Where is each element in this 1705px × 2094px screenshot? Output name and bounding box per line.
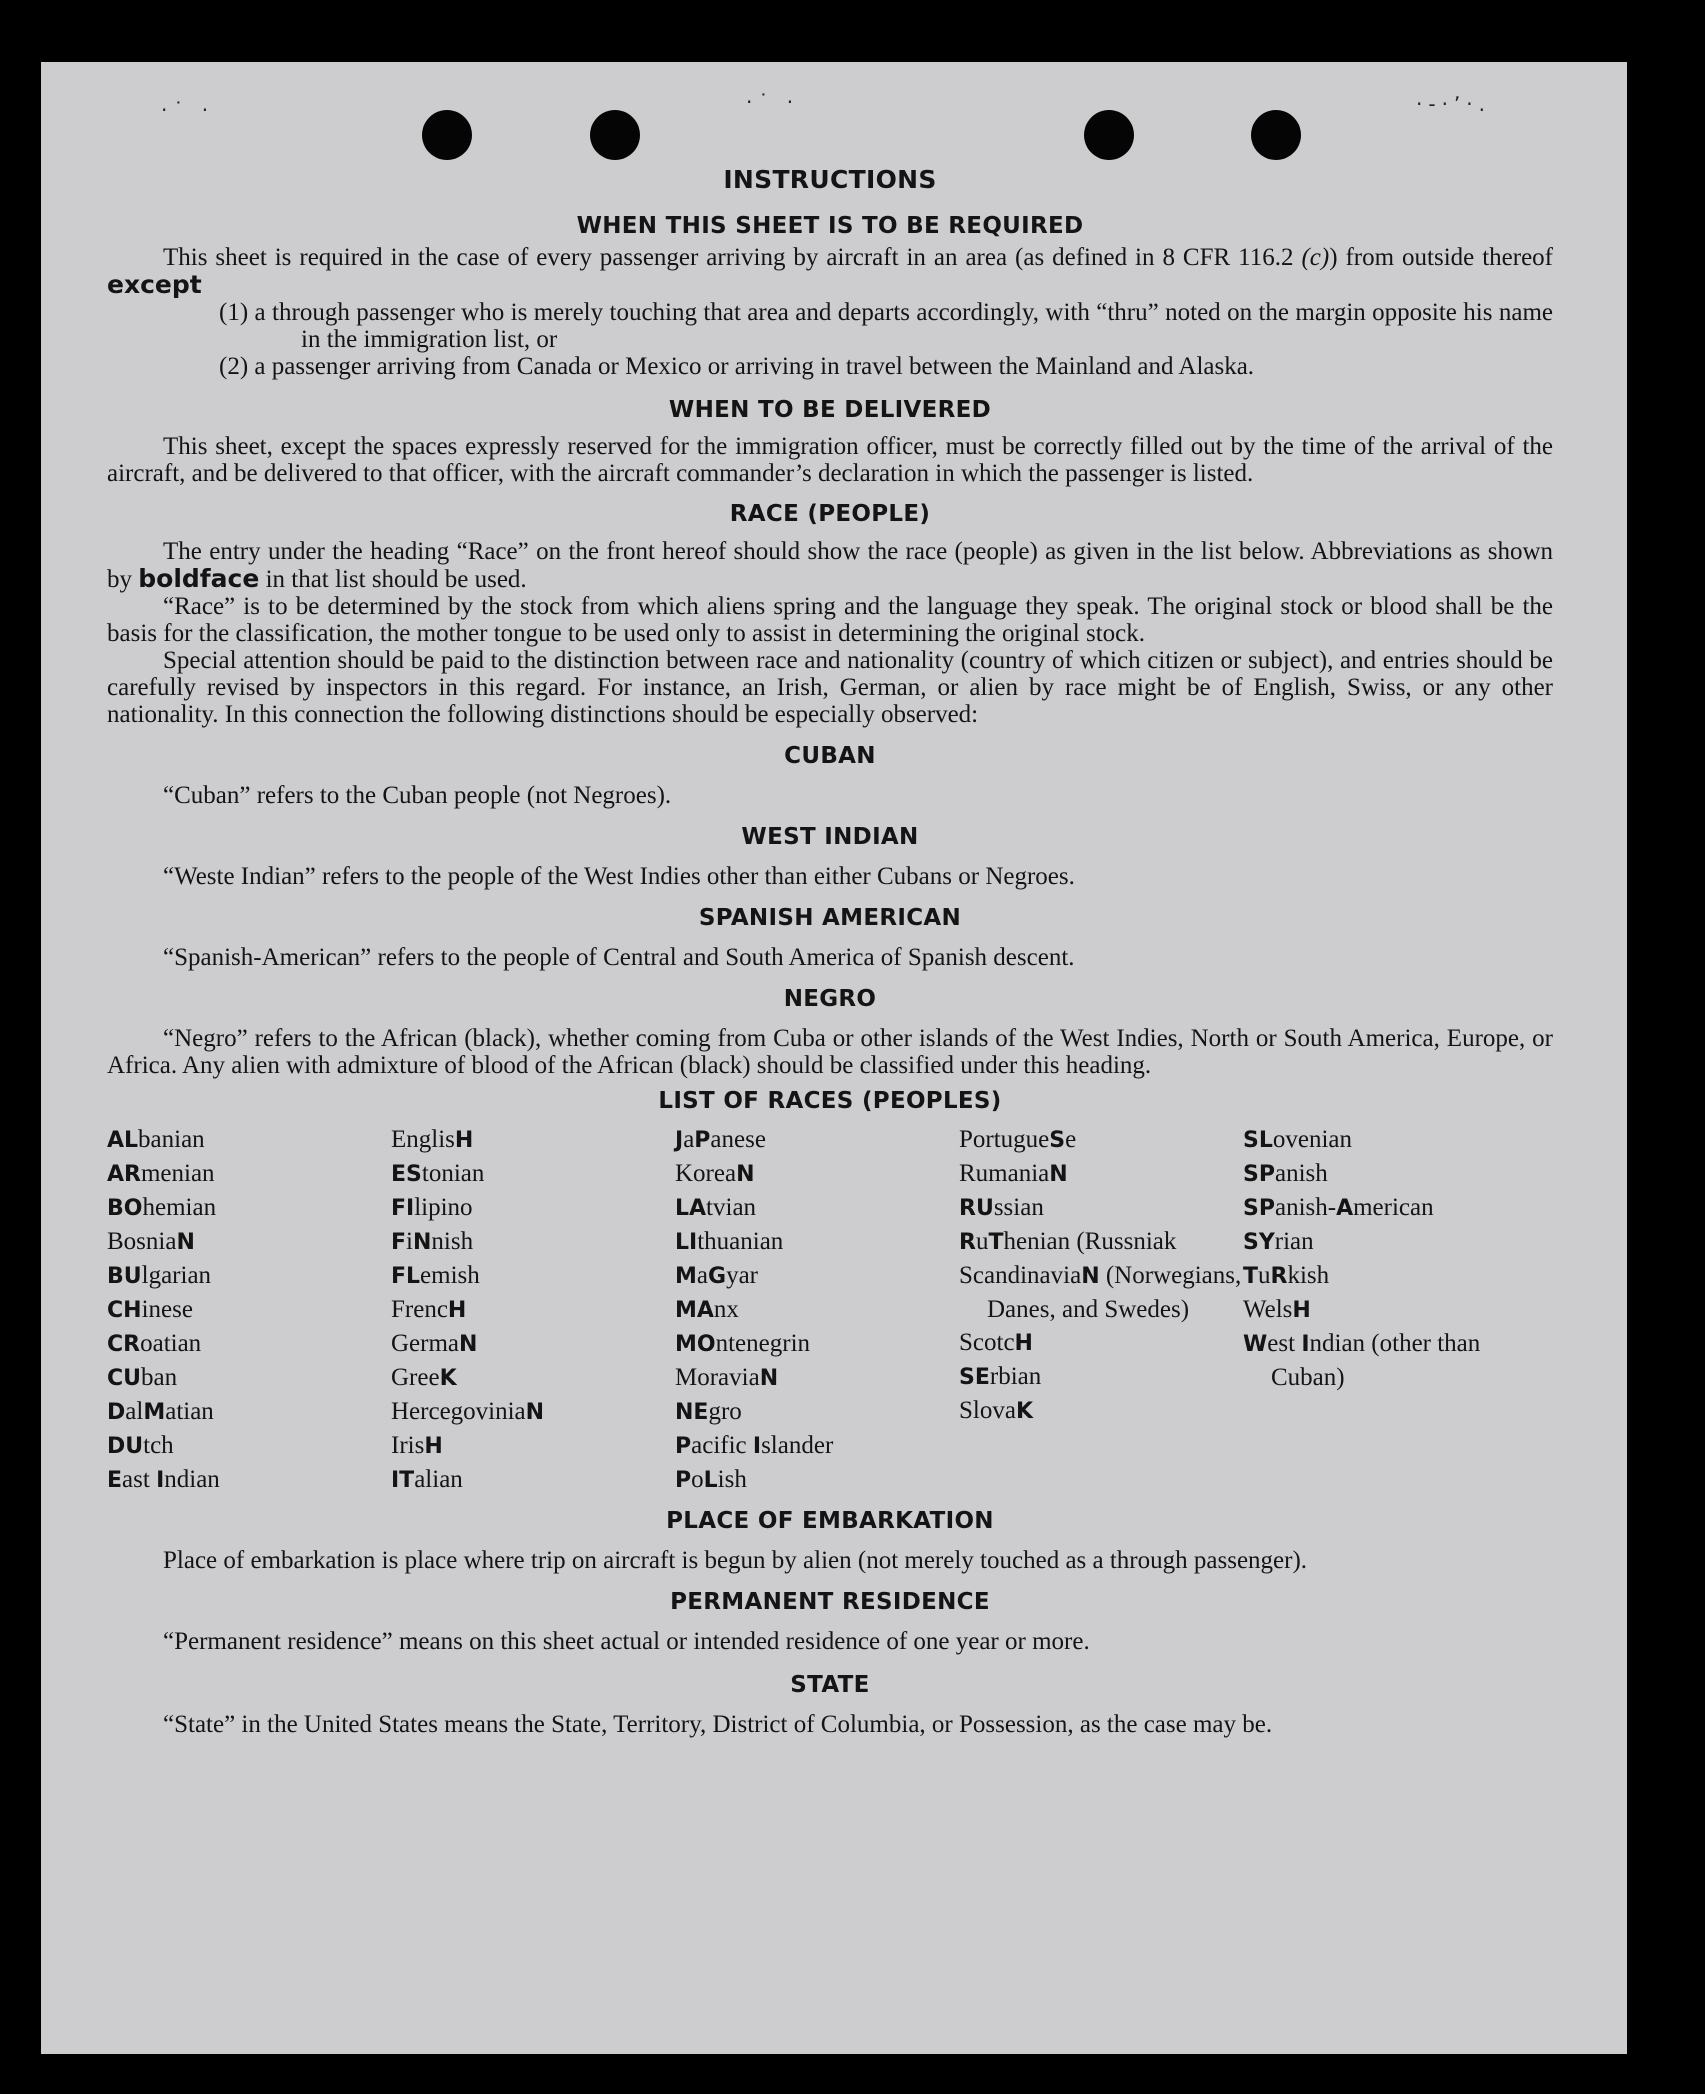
scan-specks: ·˙ · xyxy=(746,90,800,114)
races-column xyxy=(675,1123,959,1497)
race-entry: SlovaK xyxy=(959,1397,1034,1424)
race-entry: RUssian xyxy=(959,1194,1044,1221)
race-entry: BosniaN xyxy=(107,1228,195,1255)
race-entry: Pacific Islander xyxy=(675,1432,834,1459)
race-entry: ScandinaviaN (Norwegians, Danes, and Swedes) xyxy=(959,1262,1242,1323)
race-entry: BOhemian xyxy=(107,1194,217,1221)
text-run: This sheet is required in the case of every passenger arriving by aircraft in an area (as defined in 8 CFR 116.2 xyxy=(163,244,1302,271)
races-table xyxy=(107,1123,1553,1497)
instructions-content xyxy=(107,166,1553,1738)
races-column xyxy=(391,1123,675,1497)
spanish-american-text: “Spanish-American” refers to the people of Central and South America of Spanish descent. xyxy=(163,944,1075,971)
state-text: “State” in the United States means the State, Territory, District of Columbia, or Possession, as the case may be. xyxy=(163,1711,1273,1738)
scan-specks: ·˙ · xyxy=(161,98,215,122)
document-sheet xyxy=(41,62,1627,2054)
page-title: INSTRUCTIONS xyxy=(723,165,937,194)
punch-hole xyxy=(1251,110,1301,160)
permanent-residence-text: “Permanent residence” means on this sheet actual or intended residence of one year or more. xyxy=(163,1628,1090,1655)
section-heading-state: STATE xyxy=(790,1672,870,1698)
section-heading-cuban: CUBAN xyxy=(784,743,876,769)
section-heading-west-indian: WEST INDIAN xyxy=(741,824,919,850)
race-paragraph-3: Special attention should be paid to the distinction between race and nationality (country of which citizen or subject), and entries should be carefully revised by inspectors in this regard. For instance, an Irish, German, or alien by race might be of English, Swiss, or any other nationality. In this connection the following distinctions should be especially observed: xyxy=(107,647,1553,728)
section-heading-when-delivered: WHEN TO BE DELIVERED xyxy=(668,397,992,423)
race-entry: HercegoviniaN xyxy=(391,1398,545,1425)
races-column xyxy=(1243,1123,1527,1497)
race-entry: GermaN xyxy=(391,1330,478,1357)
when-delivered-text: This sheet, except the spaces expressly reserved for the immigration officer, must be correctly filled out by the time of the arrival of the aircraft, and be delivered to that officer, with the aircraft commander’s declaration in which the passenger is listed. xyxy=(107,433,1553,487)
text-run: in that list should be used. xyxy=(259,566,527,593)
section-heading-race: RACE (PEOPLE) xyxy=(729,501,931,527)
cuban-text: “Cuban” refers to the Cuban people (not Negroes). xyxy=(163,782,672,809)
race-entry: GreeK xyxy=(391,1364,457,1391)
race-entry: EStonian xyxy=(391,1160,485,1187)
race-entry: RumaniaN xyxy=(959,1160,1068,1187)
section-heading-embarkation: PLACE OF EMBARKATION xyxy=(666,1508,994,1534)
scan-specks: ·-·ʼ·. xyxy=(1416,92,1492,116)
when-required-item-1: (1) a through passenger who is merely touching that area and departs accordingly, with “thru” noted on the margin opposite his name in the immigration list, or xyxy=(219,299,1553,353)
race-entry: MOntenegrin xyxy=(675,1330,811,1357)
text-run: ) from outside thereof xyxy=(1329,244,1553,271)
race-entry: PoLish xyxy=(675,1466,747,1493)
section-heading-list-of-races: LIST OF RACES (PEOPLES) xyxy=(658,1088,1002,1114)
races-column xyxy=(959,1123,1243,1497)
west-indian-text: “Weste Indian” refers to the people of the West Indies other than either Cubans or Negroes. xyxy=(163,863,1075,890)
race-entry: FLemish xyxy=(391,1262,480,1289)
race-entry: SPanish xyxy=(1243,1160,1328,1187)
race-entry: East Indian xyxy=(107,1466,220,1493)
section-heading-when-required: WHEN THIS SHEET IS TO BE REQUIRED xyxy=(576,213,1084,239)
race-entry: SLovenian xyxy=(1243,1126,1353,1153)
when-required-item-2: (2) a passenger arriving from Canada or Mexico or arriving in travel between the Mainland and Alaska. xyxy=(219,353,1255,380)
race-entry: EnglisH xyxy=(391,1126,474,1153)
punch-hole xyxy=(1084,110,1134,160)
punch-hole xyxy=(590,110,640,160)
race-entry: LAtvian xyxy=(675,1194,757,1221)
race-entry: WelsH xyxy=(1243,1296,1311,1323)
race-entry: MAnx xyxy=(675,1296,739,1323)
race-entry: TuRkish xyxy=(1243,1262,1330,1289)
race-entry: FIlipino xyxy=(391,1194,473,1221)
race-entry: PortugueSe xyxy=(959,1126,1077,1153)
race-entry: SPanish-American xyxy=(1243,1194,1434,1221)
race-entry: NEgro xyxy=(675,1398,742,1425)
race-entry: ALbanian xyxy=(107,1126,205,1153)
race-entry: West Indian (other than Cuban) xyxy=(1243,1330,1481,1391)
race-entry: MoraviaN xyxy=(675,1364,779,1391)
race-entry: CUban xyxy=(107,1364,178,1391)
race-entry: CRoatian xyxy=(107,1330,202,1357)
race-entry: SYrian xyxy=(1243,1228,1314,1255)
race-entry: KoreaN xyxy=(675,1160,755,1187)
race-entry: FrencH xyxy=(391,1296,467,1323)
races-column xyxy=(107,1123,391,1497)
race-entry: ScotcH xyxy=(959,1329,1033,1356)
race-entry: DUtch xyxy=(107,1432,174,1459)
embarkation-text: Place of embarkation is place where trip on aircraft is begun by alien (not merely touched as a through passenger). xyxy=(163,1547,1308,1574)
when-required-intro xyxy=(107,244,1553,299)
race-entry: BUlgarian xyxy=(107,1262,212,1289)
text-run-bold: boldface xyxy=(138,564,260,593)
race-entry: MaGyar xyxy=(675,1262,758,1289)
section-heading-permanent-residence: PERMANENT RESIDENCE xyxy=(670,1589,990,1615)
race-paragraph-2: “Race” is to be determined by the stock from which aliens spring and the language they speak. The original stock or blood shall be the basis for the classification, the mother tongue to be used only to assist in determining the original stock. xyxy=(107,593,1553,647)
race-entry: FiNnish xyxy=(391,1228,474,1255)
negro-text: “Negro” refers to the African (black), whether coming from Cuba or other islands of the West Indies, North or South America, Europe, or Africa. Any alien with admixture of blood of the African (black) should be classified under this heading. xyxy=(107,1025,1553,1079)
section-heading-spanish-american: SPANISH AMERICAN xyxy=(698,905,962,931)
race-entry: ARmenian xyxy=(107,1160,215,1187)
section-heading-negro: NEGRO xyxy=(783,986,877,1012)
race-entry: CHinese xyxy=(107,1296,193,1323)
race-entry: DalMatian xyxy=(107,1398,214,1425)
text-run-bold: except xyxy=(107,270,202,299)
punch-hole xyxy=(422,110,472,160)
text-run: The entry under the heading “Race” on the front hereof should show the race (people) as given in the list below. Abbreviations as shown by xyxy=(107,538,1553,593)
race-entry: SErbian xyxy=(959,1363,1042,1390)
race-entry: IrisH xyxy=(391,1432,443,1459)
race-entry: JaPanese xyxy=(675,1126,766,1153)
race-entry: LIthuanian xyxy=(675,1228,784,1255)
race-paragraph-1 xyxy=(107,538,1553,593)
race-entry: RuThenian (Russniak xyxy=(959,1228,1177,1255)
text-run-italic: (c) xyxy=(1301,244,1330,271)
race-entry: ITalian xyxy=(391,1466,463,1493)
